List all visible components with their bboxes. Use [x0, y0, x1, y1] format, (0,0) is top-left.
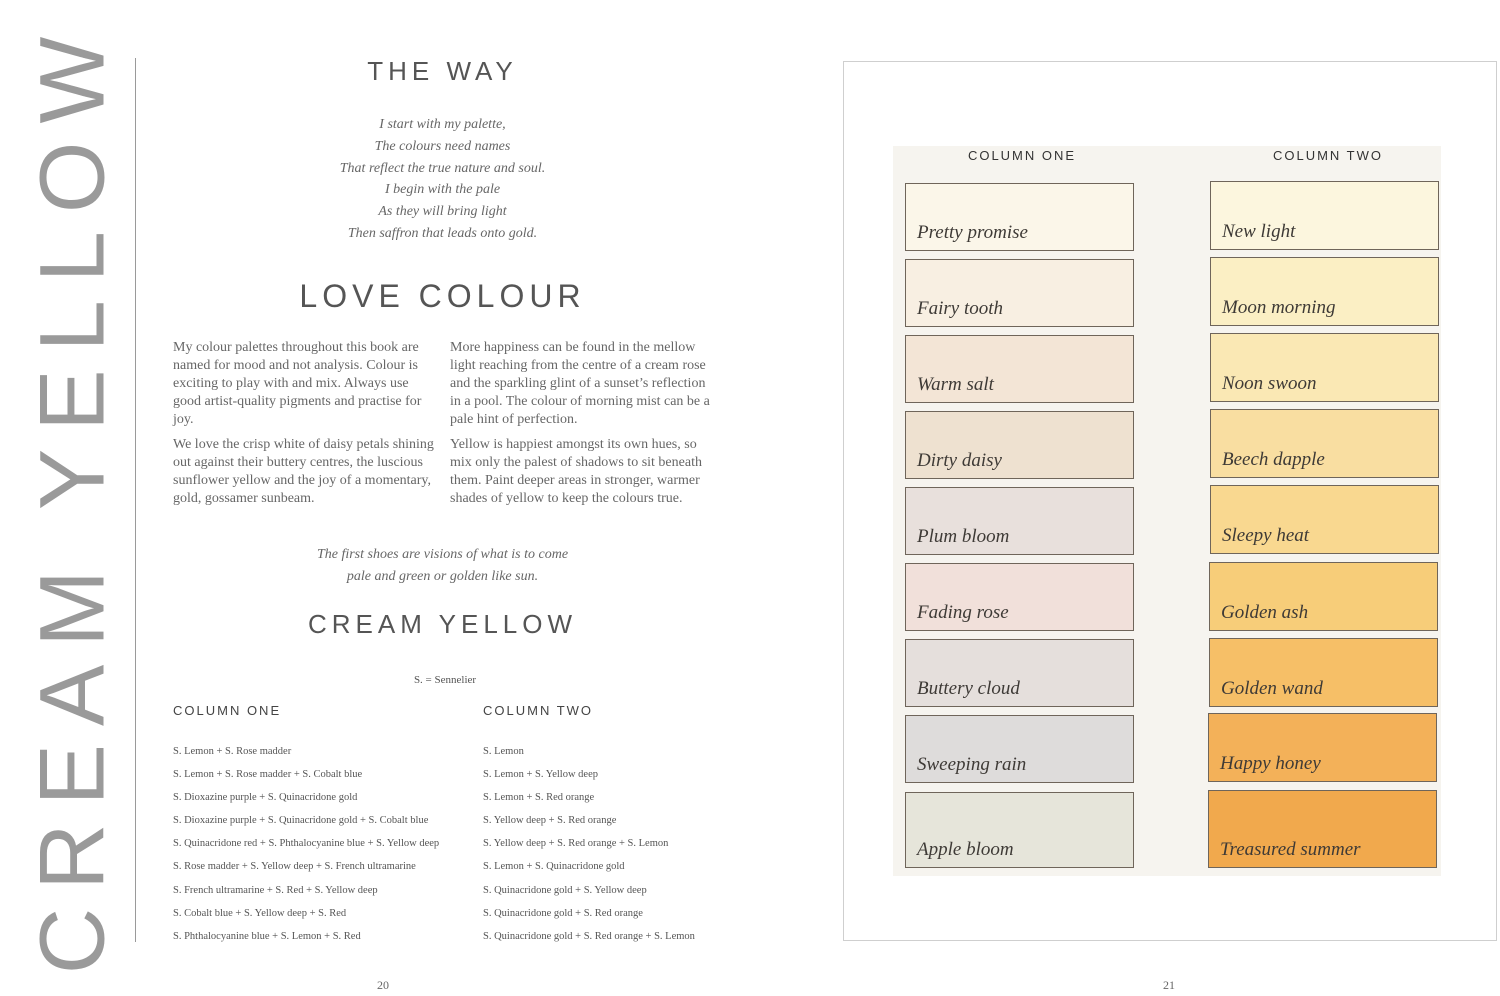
swatch-label: Pretty promise: [917, 222, 1028, 243]
recipe-item: S. Yellow deep + S. Red orange: [483, 815, 617, 827]
recipe-list-column-one: [173, 745, 463, 953]
recipe-item: S. Lemon + S. Red orange: [483, 792, 595, 804]
heading-the-way: THE WAY: [367, 56, 518, 86]
swatch-column-two-heading: COLUMN TWO: [1272, 148, 1384, 163]
poem-line: Then saffron that leads onto gold.: [347, 225, 538, 241]
swatch-label: Happy honey: [1220, 753, 1321, 774]
swatch-label: Apple bloom: [917, 839, 1014, 860]
color-swatch: [1208, 790, 1437, 868]
poem-line: That reflect the true nature and soul.: [339, 160, 546, 176]
recipe-item: S. French ultramarine + S. Red + S. Yellow deep: [173, 884, 378, 896]
color-swatch: [1210, 181, 1439, 250]
recipe-item: S. Lemon + S. Rose madder + S. Cobalt blue: [173, 769, 363, 781]
swatch-label: Dirty daisy: [917, 450, 1002, 471]
color-swatch: [905, 411, 1134, 479]
swatch-label: Golden wand: [1221, 678, 1323, 699]
swatch-label: Buttery cloud: [917, 678, 1020, 699]
legend-note: S. = Sennelier: [413, 674, 477, 686]
color-swatch: [1209, 638, 1438, 707]
recipe-item: S. Cobalt blue + S. Yellow deep + S. Red: [173, 907, 347, 919]
color-swatch: [905, 335, 1134, 403]
color-swatch: [905, 487, 1134, 555]
swatch-label: Treasured summer: [1220, 839, 1361, 860]
color-swatch: [905, 639, 1134, 707]
swatch-label: Warm salt: [917, 374, 994, 395]
page-number-right: 21: [1163, 978, 1175, 992]
color-swatch: [905, 715, 1134, 783]
poem-line: I start with my palette,: [379, 117, 506, 132]
paragraph: More happiness can be found in the mellow light reaching from the centre of a cream rose and the sparkling glint of a sunset’s reflection in a pool. The colour of morning mist can be a pale hint of perfection.: [450, 340, 710, 427]
vertical-title-text: CREAM YELLOW: [21, 18, 124, 975]
color-swatch: [1210, 257, 1439, 326]
quote-line: pale and green or golden like sun.: [346, 569, 539, 584]
recipe-item: S. Dioxazine purple + S. Quinacridone gold: [173, 792, 358, 804]
heading-love-colour: LOVE COLOUR: [299, 278, 586, 314]
column-one-heading: COLUMN ONE: [173, 703, 282, 718]
recipe-item: S. Lemon + S. Yellow deep: [483, 769, 599, 781]
recipe-list-column-two: [483, 745, 743, 953]
vertical-divider: [135, 58, 136, 942]
swatch-label: Beech dapple: [1222, 449, 1325, 470]
swatch-label: Noon swoon: [1222, 373, 1317, 394]
heading-cream-yellow: CREAM YELLOW: [307, 609, 577, 639]
swatch-label: Fairy tooth: [917, 298, 1004, 319]
color-swatch: [1210, 485, 1439, 554]
swatch-label: Sleepy heat: [1222, 525, 1310, 546]
poem: [290, 114, 595, 245]
swatch-column-one-heading: COLUMN ONE: [967, 148, 1077, 163]
swatch-label: Plum bloom: [917, 526, 1010, 547]
recipe-item: S. Lemon + S. Quinacridone gold: [483, 861, 625, 873]
column-two-heading: COLUMN TWO: [483, 703, 594, 718]
color-swatch: [1210, 409, 1439, 478]
color-swatch: [905, 259, 1134, 327]
swatch-label: Golden ash: [1221, 602, 1309, 623]
swatch-label: New light: [1222, 221, 1296, 242]
swatch-label: Sweeping rain: [917, 754, 1027, 775]
poem-line: I begin with the pale: [384, 182, 501, 198]
recipe-item: S. Lemon + S. Rose madder: [173, 746, 292, 757]
color-swatch: [905, 183, 1134, 251]
recipe-item: S. Yellow deep + S. Red orange + S. Lemon: [483, 838, 669, 850]
recipe-item: S. Phthalocyanine blue + S. Lemon + S. Red: [173, 930, 361, 942]
poem-line: As they will bring light: [378, 204, 507, 220]
quote: [270, 544, 615, 588]
paragraph: Yellow is happiest amongst its own hues, so mix only the palest of shadows to sit beneath them. Paint deeper areas in stronger, warmer shades of yellow to keep the colours true.: [450, 437, 702, 506]
recipe-item: S. Quinacridone gold + S. Yellow deep: [483, 884, 647, 896]
color-swatch: [905, 563, 1134, 631]
quote-line: The first shoes are visions of what is to come: [316, 547, 569, 562]
recipe-item: S. Quinacridone red + S. Phthalocyanine blue + S. Yellow deep: [173, 838, 440, 850]
poem-line: The colours need names: [374, 138, 511, 154]
vertical-title: [21, 18, 124, 975]
color-swatch: [1209, 562, 1438, 631]
recipe-item: S. Lemon: [483, 746, 524, 757]
swatch-label: Moon morning: [1222, 297, 1336, 318]
color-swatch: [905, 792, 1134, 868]
page-number-left: 20: [377, 978, 389, 992]
recipe-item: S. Rose madder + S. Yellow deep + S. French ultramarine: [173, 861, 416, 873]
paragraph: My colour palettes throughout this book are named for mood and not analysis. Colour is exciting to play with and mix. Always use good artist-quality pigments and practise for joy.: [173, 340, 422, 427]
color-swatch: [1210, 333, 1439, 402]
color-swatch: [1208, 713, 1437, 782]
recipe-item: S. Quinacridone gold + S. Red orange: [483, 907, 643, 919]
recipe-item: S. Dioxazine purple + S. Quinacridone gold + S. Cobalt blue: [173, 815, 429, 827]
paragraph: We love the crisp white of daisy petals shining out against their buttery centres, the luscious sunflower yellow and the joy of a momentary, gold, gossamer sunbeam.: [173, 437, 434, 506]
recipe-item: S. Quinacridone gold + S. Red orange + S. Lemon: [483, 930, 695, 942]
swatch-label: Fading rose: [917, 602, 1009, 623]
